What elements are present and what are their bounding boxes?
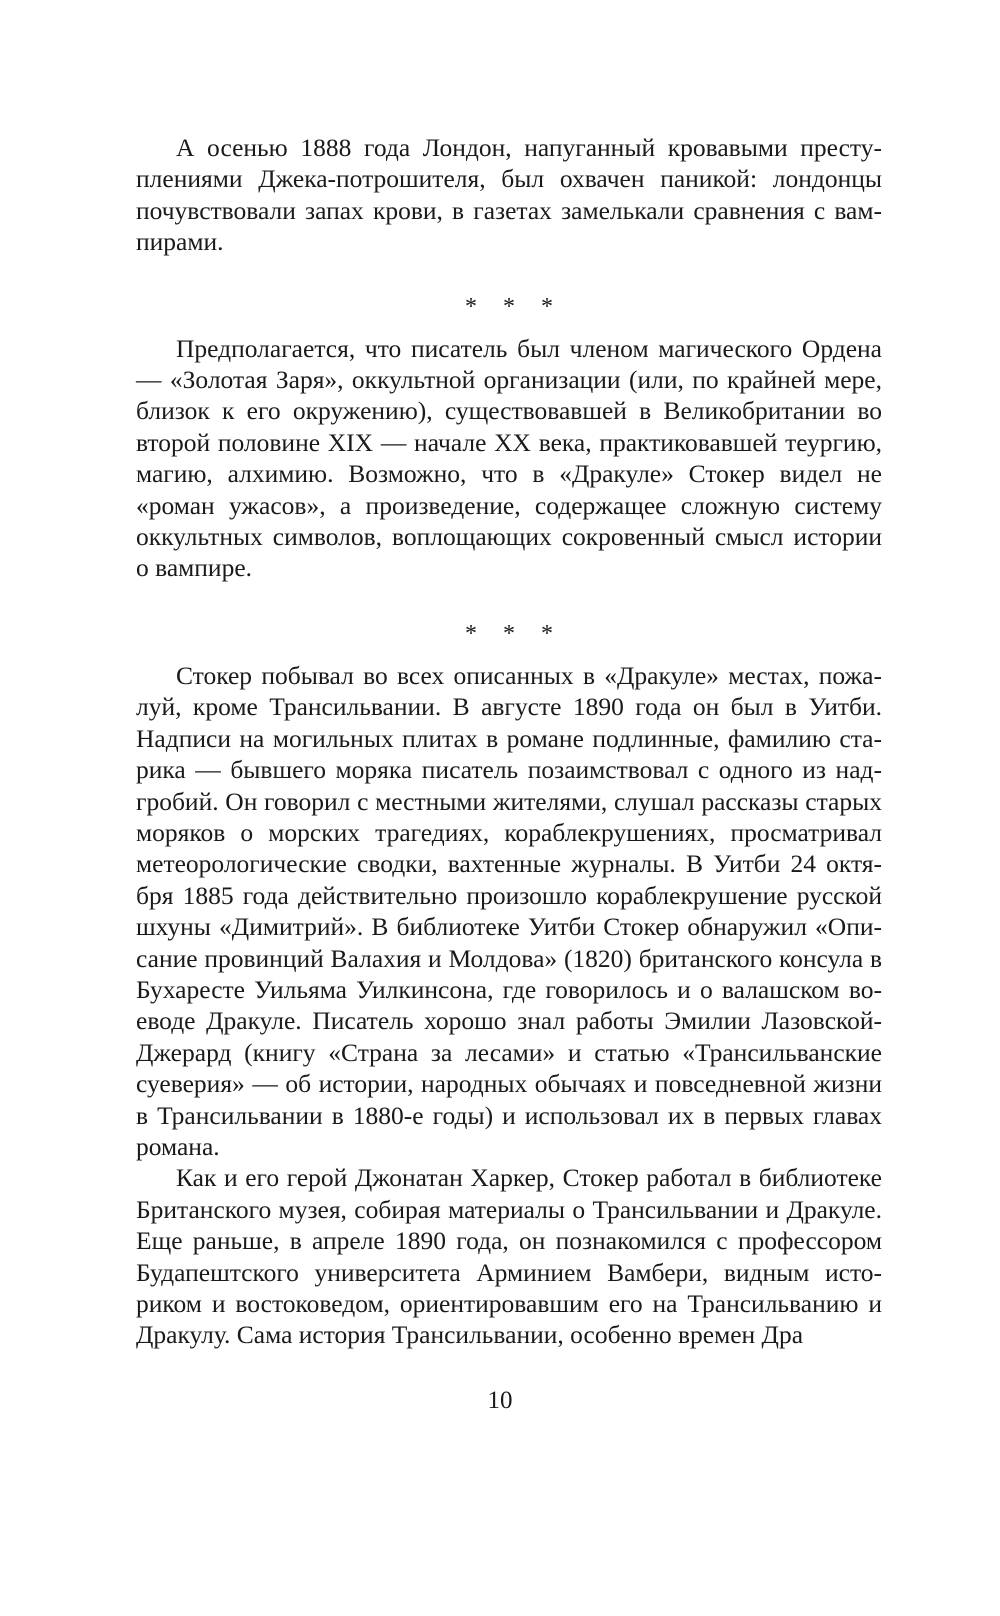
paragraph-london-panic: А осенью 1888 года Лондон, напуганный кровавыми преступлениями Джека-потрошителя, был охвачен паникой: лондонцы почувствовали запах крови, в газетах замелькали сравнения с вампирами. <box>136 133 882 257</box>
page-body <box>136 132 882 1351</box>
page-number: 10 <box>487 1387 513 1414</box>
paragraph-golden-dawn: Предполагается, что писатель был членом магического Ордена — «Золотая Заря», оккультной организации (или, по крайней мере, близок к его окружению), существовавшей в Великобритании во второй половине XIX — начале XX века, практиковавшей теургию, магию, алхимию. Возможно, что в «Дракуле» Стокер видел не «роман ужасов», а произведение, содержащее сложную систему оккультных символов, воплощающих сокровенный смысл истории о вампире. <box>136 333 882 583</box>
section-separator: * * * <box>465 293 563 320</box>
paragraph-whitby-research: Стокер побывал во всех описанных в «Дракуле» местах, пожалуй, кроме Трансильвании. В августе 1890 года он был в Уитби. Надписи на могильных плитах в романе подлинные, фамилию старика — бывшего моряка писатель позаимствовал с одного из надгробий. Он говорил с местными жителями, слушал рассказы старых моряков о морских трагедиях, кораблекрушениях, просматривал метеорологические сводки, вахтенные журналы. В Уитби 24 октября 1885 года действительно произошло кораблекрушение русской шхуны «Димитрий». В библиотеке Уитби Стокер обнаружил «Описание провинций Валахия и Молдова» (1820) британского консула в Бухаресте Уильяма Уилкинсона, где говорилось и о валашском воеводе Дракуле. Писатель хорошо знал работы Эмилии Лазовской-Джерард (книгу «Страна за лесами» и статью «Трансильванские суеверия» — об истории, народных обычаях и повседневной жизни в Трансильвании в 1880-е годы) и использовал их в первых главах романа. <box>136 660 882 1161</box>
paragraph-british-museum: Как и его герой Джонатан Харкер, Стокер работал в библиотеке Британского музея, собирая материалы о Трансильвании и Дракуле. Еще раньше, в апреле 1890 года, он познакомился с профессором Будапештского университета Арминием Вамбери, видным историком и востоковедом, ориентировавшим его на Трансильванию и Дракулу. Сама история Трансильвании, особенно времен Дра <box>136 1163 882 1350</box>
section-separator: * * * <box>465 620 563 647</box>
